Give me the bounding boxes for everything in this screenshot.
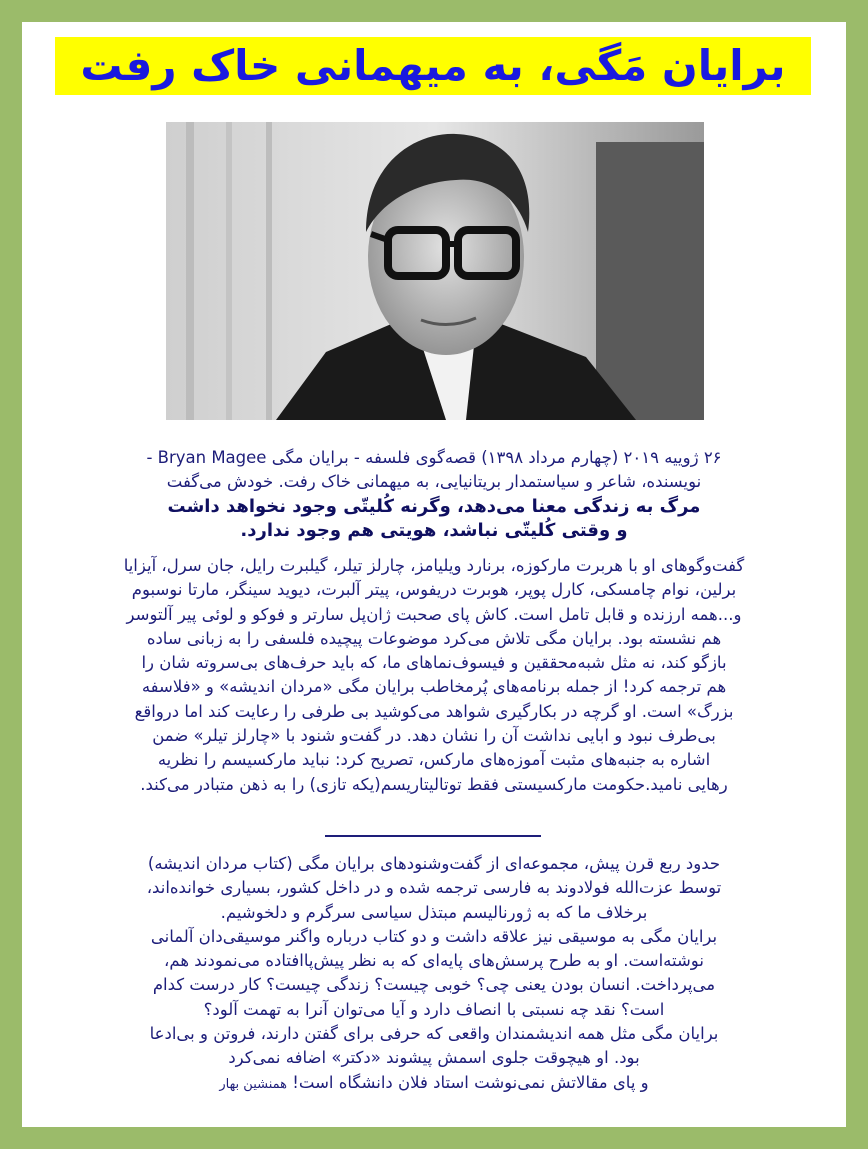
paragraph-line: بازگو کند، نه مثل شبه‌محققین و فیسوف‌نماهای ما، که باید حرف‌های بی‌سروته شان را [141, 653, 727, 673]
paragraph-line: حدود ربع قرن پیش، مجموعه‌ای از گفت‌وشنودهای برایان مگی (کتاب مردان اندیشه) [147, 854, 721, 873]
quote-line: مرگ به زندگی معنا می‌دهد، وگرنه کُلیتّی وجود نخواهد داشت [167, 495, 701, 517]
paragraph-line: برایان مگی به موسیقی نیز علاقه داشت و دو کتاب درباره واگنر موسیقی‌دان آلمانی [150, 926, 718, 946]
paragraph-line: هم نشسته بود. برایان مگی تلاش می‌کرد موضوعات پیچیده فلسفی را به زبانی ساده [146, 628, 722, 648]
section-divider [325, 835, 541, 837]
paragraph-line: گفت‌وگوهای او با هربرت مارکوزه، برنارد ویلیامز، چارلز تیلر، گیلبرت رایل، جان سرل، آیزایا [123, 556, 745, 575]
title-banner [55, 37, 811, 95]
paragraph-line: و پای مقالاتش نمی‌نوشت استاد فلان دانشگاه است! [292, 1072, 649, 1092]
paragraph-line: هم ترجمه کرد! از جمله برنامه‌های پُرمخاطب برایان مگی «مردان اندیشه» و «فلاسفه [141, 677, 727, 697]
page-title: برایان مَگی، به میهمانی خاک رفت [80, 41, 786, 90]
intro-line: نویسنده، شاعر و سیاستمدار بریتانیایی، به میهمانی خاک رفت. خودش می‌گفت [166, 472, 702, 492]
paragraph-line: برخلاف ما که به ژورنالیسم مبتذل سیاسی سرگرم و دلخوشیم. [220, 902, 648, 922]
paragraph-line: است؟ نقد چه نسبتی با انصاف دارد و آیا می‌توان آنرا به تهمت آلود؟ [203, 999, 665, 1019]
intro-block [34, 446, 834, 543]
paragraph-1 [34, 554, 834, 797]
paragraph-line: و...همه ارزنده و قابل تامل است. کاش پای صحبت ژان‌پل سارتر و فوکو و لوئی پیر آلتوسر [126, 604, 742, 624]
portrait-image [166, 122, 704, 420]
signature: همنشین بهار [219, 1076, 288, 1092]
paragraph-line: اشاره به جنبه‌های مثبت آموزه‌های مارکس، تصریح کرد: نباید مارکسیسم را نظریه [157, 750, 711, 770]
paragraph-line: بود. او هیچوقت جلوی اسمش پیشوند «دکتر» اضافه نمی‌کرد [228, 1048, 640, 1068]
portrait-photo [166, 122, 704, 420]
paragraph-line: می‌پرداخت. انسان بودن یعنی چی؟ خوبی چیست؟ زندگی چیست؟ کار درست کدام [152, 975, 716, 995]
paragraph-2 [34, 852, 834, 1097]
paragraph-line: برلین، نوام چامسکی، کارل پوپر، هوبرت دریفوس، پیتر آلبرت، دیوید سینگر، مارتا نوسبوم [131, 580, 737, 600]
paragraph-line: برایان مگی مثل همه اندیشمندان واقعی که حرفی برای گفتن دارند، فروتن و بی‌ادعا [149, 1024, 719, 1044]
paragraph-line: نوشته‌است. او به طرح پرسش‌های پایه‌ای که به نظر پیش‌پاافتاده می‌نمودند هم، [164, 951, 704, 971]
intro-line: ۲۶ ژوییه ۲۰۱۹ (چهارم مرداد ۱۳۹۸) قصه‌گوی فلسفه - برایان مگی Bryan Magee - [146, 448, 722, 467]
last-line [34, 1071, 834, 1097]
quote-line: و وقتی کُلیتّی نباشد، هویتی هم وجود ندارد. [240, 519, 628, 541]
paragraph-line: بی‌طرف نبود و ابایی نداشت آن را نشان دهد. در گفت‌و شنود با «چارلز تیلر» ضمن [152, 726, 716, 746]
paragraph-line: رهایی نامید.حکومت مارکسیستی فقط توتالیتاریسم(یکه تازی) را به ذهن متبادر می‌کند. [140, 774, 728, 794]
paragraph-line: بزرگ» است. او گرچه در بکارگیری شواهد می‌کوشید بی طرفی را رعایت کند اما درواقع [134, 701, 734, 721]
article-card [22, 22, 846, 1127]
paragraph-line: توسط عزت‌الله فولادوند به فارسی ترجمه شده و در داخل کشور، بسیاری خوانده‌اند، [146, 878, 722, 898]
